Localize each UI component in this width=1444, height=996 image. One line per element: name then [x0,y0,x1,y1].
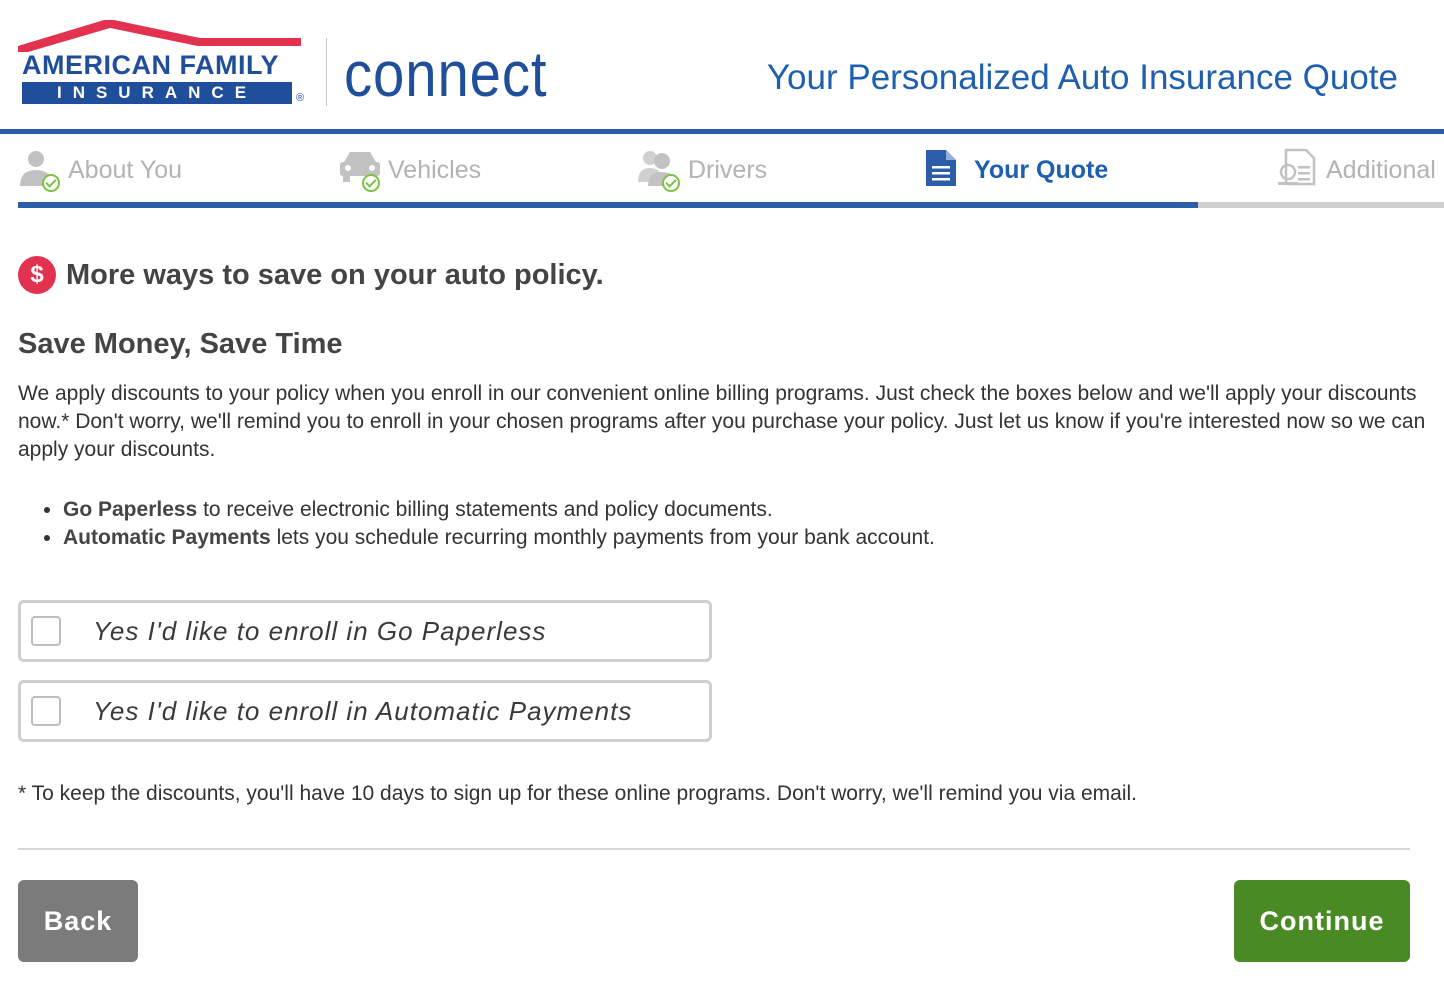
footnote: * To keep the discounts, you'll have 10 days to sign up for these online programs. Don't worry, we'll remind you via email. [18,782,1137,805]
progress-steps [0,134,1444,210]
list-item [63,496,935,524]
promo-heading [18,256,604,294]
step-label: Your Quote [974,155,1109,184]
dollar-icon: $ [18,256,56,294]
step-label: About You [68,155,183,184]
promo-title: More ways to save on your auto policy. [66,258,604,291]
go-paperless-option[interactable] [18,600,712,662]
progress-fill [18,202,1198,208]
logo-wordmark-top: AMERICAN FAMILY [22,50,280,80]
header-divider [326,38,327,106]
logo-wordmark-bottom: INSURANCE [22,82,292,104]
step-label: Vehicles [388,155,482,184]
step-vehicles[interactable] [338,146,481,194]
connect-brand: connect [344,38,548,110]
header [0,0,1444,130]
step-about-you[interactable] [18,146,182,194]
car-icon [338,148,384,192]
complete-check-icon [662,174,680,192]
bullet-bold: Automatic Payments [63,526,271,549]
continue-button[interactable]: Continue [1234,880,1410,962]
step-your-quote[interactable] [924,146,1108,194]
list-item [63,524,935,552]
logo-roof-icon [18,18,308,54]
section-title: Save Money, Save Time [18,328,343,360]
step-additional[interactable] [1276,146,1436,194]
person-icon [18,148,64,192]
bullet-bold: Go Paperless [63,498,198,521]
page-title: Your Personalized Auto Insurance Quote [766,58,1398,97]
go-paperless-checkbox[interactable] [31,616,61,646]
document-icon [924,148,960,192]
bullet-text: lets you schedule recurring monthly payments from your bank account. [270,526,935,549]
automatic-payments-checkbox[interactable] [31,696,61,726]
intro-paragraph: We apply discounts to your policy when you enroll in our convenient online billing programs. Just check the boxes below and we'll apply your discounts now.* Don't worry, we'll remind you to enroll in your chosen programs after you purchase your policy. Just let us know if you're interested now so we can apply your discounts. [18,382,1426,461]
registered-mark: ® [296,92,305,104]
option-label: Yes I'd like to enroll in Automatic Payments [93,695,633,726]
automatic-payments-option[interactable] [18,680,712,742]
complete-check-icon [42,174,60,192]
drivers-icon [638,148,684,192]
back-button[interactable]: Back [18,880,138,962]
form-icon [1276,148,1322,192]
bullet-text: to receive electronic billing statements and policy documents. [197,498,773,521]
american-family-logo[interactable] [18,18,308,108]
divider [18,848,1410,850]
step-label: Drivers [688,155,768,184]
complete-check-icon [362,174,380,192]
step-label: Additional [1326,155,1436,184]
option-label: Yes I'd like to enroll in Go Paperless [93,615,547,646]
benefits-list [18,496,935,552]
step-drivers[interactable] [638,146,767,194]
